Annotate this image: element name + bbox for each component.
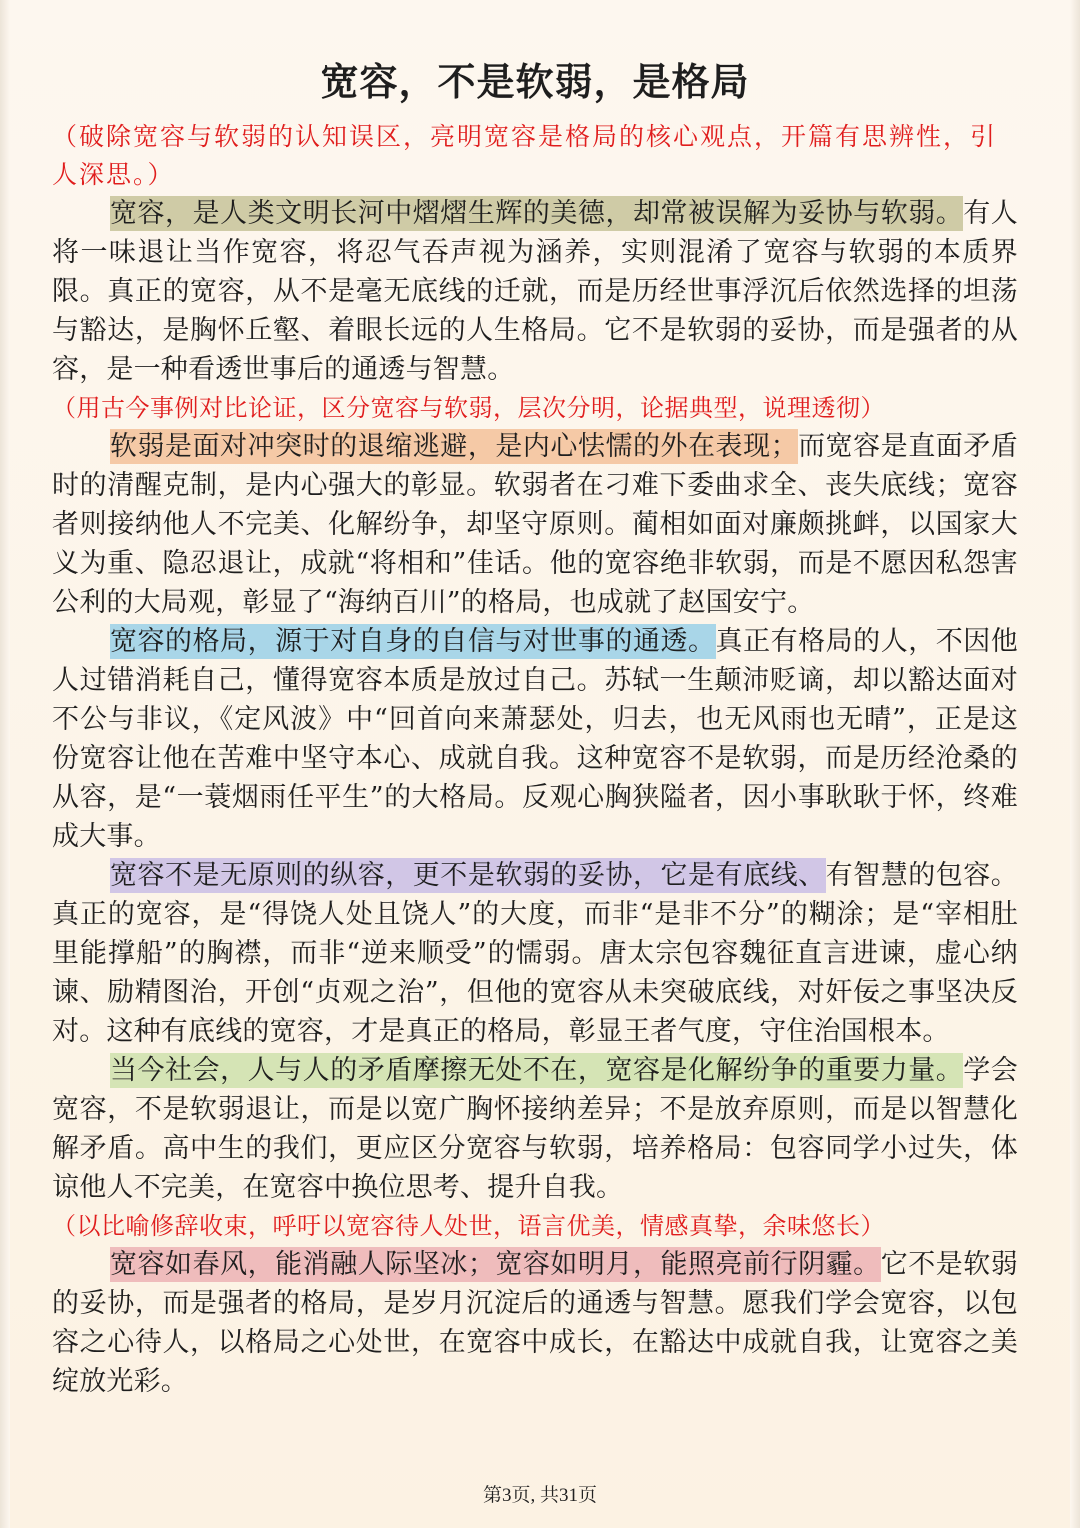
paragraph-text: 它不是软弱的妥协，而是强者的格局，是岁月沉淀后的通透与智慧。愿我们学会宽容，以包容之心待人，以格局之心处世，在宽容中成长，在豁达中成就自我，让宽容之美绽放光彩。 [52,1249,1019,1397]
annotation-ending: （以比喻修辞收束，呼吁以宽容待人处世，语言优美，情感真挚，余味悠长） [52,1212,885,1240]
highlight-sentence: 当今社会，人与人的矛盾摩擦无处不在，宽容是化解纷争的重要力量。 [110,1055,964,1086]
page-title: 宽容，不是软弱，是格局 [320,60,750,104]
document-page [52,52,1018,1401]
paragraph-text: 有人将一味退让当作宽容，将忍气吞声视为涵养，实则混淆了宽容与软弱的本质界限。真正的宽容，从不是毫无底线的迁就，而是历经世事浮沉后依然选择的坦荡与豁达，是胸怀丘壑、着眼长远的人生格局。它不是软弱的妥协，而是强者的从容，是一种看透世事后的通透与智慧。 [52,198,1018,385]
paragraph-6 [52,1245,1018,1401]
paragraph-3 [52,622,1018,856]
paragraph-text: 有智慧的包容。真正的宽容，是“得饶人处且饶人”的大度，而非“是非不分”的糊涂；是“宰相肚里能撑船”的胸襟，而非“逆来顺受”的懦弱。唐太宗包容魏征直言进谏，虚心纳谏、励精图治，开创“贞观之治”，但他的宽容从未突破底线，对奸佞之事坚决反对。这种有底线的宽容，才是真正的格局，彰显王者气度，守住治国根本。 [52,860,1019,1047]
highlight-sentence: 软弱是面对冲突时的退缩逃避，是内心怯懦的外在表现； [110,431,798,462]
page-number: 第3页, 共31页 [482,1485,597,1506]
paragraph-text: 学会宽容，不是软弱退让，而是以宽广胸怀接纳差异；不是放弃原则，而是以智慧化解矛盾。高中生的我们，更应区分宽容与软弱，培养格局：包容同学小过失，体谅他人不完美，在宽容中换位思考、提升自我。 [52,1055,1018,1203]
highlight-sentence: 宽容不是无原则的纵容，更不是软弱的妥协，它是有底线、 [110,860,826,891]
paragraph-1 [52,194,1018,389]
annotation-intro: （破除宽容与软弱的认知误区，亮明宽容是格局的核心观点，开篇有思辨性，引人深思。） [52,122,998,189]
paragraph-text: 真正有格局的人，不因他人过错消耗自己，懂得宽容本质是放过自己。苏轼一生颠沛贬谪，却以豁达面对不公与非议，《定风波》中“回首向来萧瑟处，归去，也无风雨也无晴”，正是这份宽容让他在苦难中坚守本心、成就自我。这种宽容不是软弱，而是历经沧桑的从容，是“一蓑烟雨任平生”的大格局。反观心胸狭隘者，因小事耿耿于怀，终难成大事。 [52,626,1018,852]
highlight-sentence: 宽容如春风，能消融人际坚冰；宽容如明月，能照亮前行阴霾。 [110,1249,881,1280]
page-edge-right [1070,0,1080,1528]
highlight-sentence: 宽容的格局，源于对自身的自信与对世事的通透。 [110,626,716,657]
paragraph-4 [52,856,1018,1051]
annotation-middle: （用古今事例对比论证，区分宽容与软弱，层次分明，论据典型，说理透彻） [52,394,885,422]
paragraph-5 [52,1051,1018,1207]
paragraph-text: 而宽容是直面矛盾时的清醒克制，是内心强大的彰显。软弱者在刁难下委曲求全、丧失底线；宽容者则接纳他人不完美、化解纷争，却坚守原则。蔺相如面对廉颇挑衅，以国家大义为重、隐忍退让，成就“将相和”佳话。他的宽容绝非软弱，而是不愿因私怨害公利的大局观，彰显了“海纳百川”的格局，也成就了赵国安宁。 [52,431,1018,618]
paragraph-2 [52,427,1018,622]
highlight-sentence: 宽容，是人类文明长河中熠熠生辉的美德，却常被误解为妥协与软弱。 [110,198,964,229]
page-edge-left [0,0,10,1528]
